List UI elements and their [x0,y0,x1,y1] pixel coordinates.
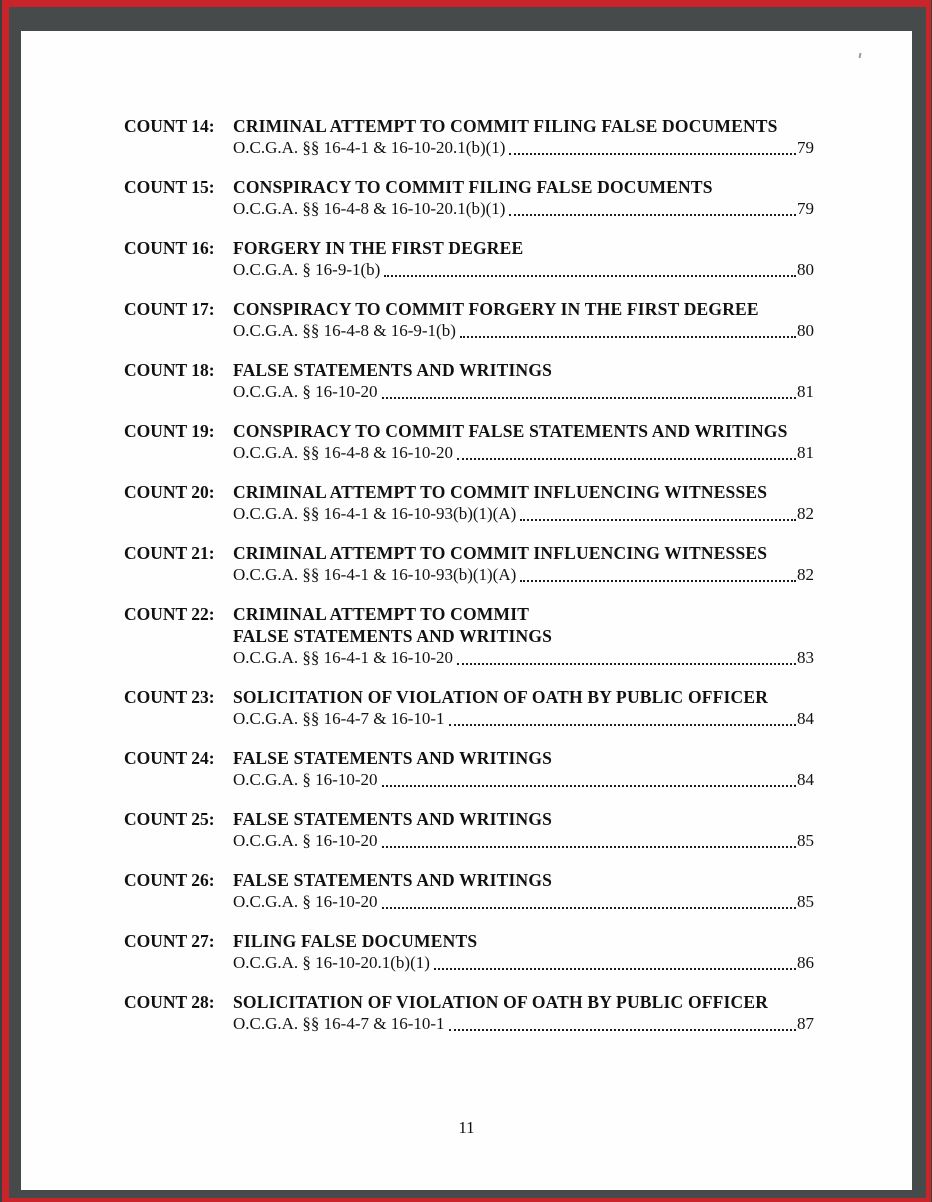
citation-row [233,503,814,525]
count-body [233,298,814,342]
count-title-line: CRIMINAL ATTEMPT TO COMMIT INFLUENCING WITNESSES [233,543,768,563]
page-ref: 81 [797,443,814,462]
count-title-line: CONSPIRACY TO COMMIT FILING FALSE DOCUMENTS [233,177,713,197]
dot-leader [520,519,796,521]
statute-citation: O.C.G.A. §§ 16-4-7 & 16-10-1 [233,1014,445,1033]
citation-row [233,647,814,669]
citation-row [233,442,814,464]
count-body [233,930,814,974]
document-page [21,31,912,1190]
page-ref: 82 [797,504,814,523]
toc-entry [124,542,814,586]
count-title-line: FALSE STATEMENTS AND WRITINGS [233,360,553,380]
toc-entry [124,176,814,220]
dot-leader [457,458,796,460]
toc-entry [124,991,814,1035]
statute-citation: O.C.G.A. § 16-10-20 [233,892,378,911]
count-label: COUNT 23: [124,687,215,707]
count-label: COUNT 19: [124,421,215,441]
count-title-line: CRIMINAL ATTEMPT TO COMMIT INFLUENCING WITNESSES [233,482,768,502]
page-ref: 80 [797,260,814,279]
count-body [233,603,814,669]
document-border-dark [9,7,926,1198]
count-body [233,176,814,220]
count-label: COUNT 26: [124,870,215,890]
count-label: COUNT 21: [124,543,215,563]
dot-leader [434,968,796,970]
citation-row [233,137,814,159]
statute-citation: O.C.G.A. §§ 16-4-1 & 16-10-20.1(b)(1) [233,138,506,157]
citation-row [233,708,814,730]
toc-entry [124,420,814,464]
statute-citation: O.C.G.A. § 16-10-20.1(b)(1) [233,953,430,972]
count-label: COUNT 17: [124,299,215,319]
count-body [233,115,814,159]
page-ref: 84 [797,770,814,789]
dot-leader [449,724,796,726]
statute-citation: O.C.G.A. §§ 16-4-7 & 16-10-1 [233,709,445,728]
dot-leader [520,580,796,582]
toc-entry [124,808,814,852]
citation-row [233,320,814,342]
toc-entry [124,115,814,159]
count-title-line: FALSE STATEMENTS AND WRITINGS [233,748,553,768]
dot-leader [449,1029,796,1031]
dot-leader [509,214,796,216]
count-body [233,686,814,730]
statute-citation: O.C.G.A. §§ 16-4-1 & 16-10-20 [233,648,454,667]
toc-entry [124,686,814,730]
count-title-line: CRIMINAL ATTEMPT TO COMMIT FILING FALSE DOCUMENTS [233,116,778,136]
count-body [233,420,814,464]
statute-citation: O.C.G.A. §§ 16-4-1 & 16-10-93(b)(1)(A) [233,504,517,523]
page-number: 11 [458,1118,475,1137]
statute-citation: O.C.G.A. §§ 16-4-1 & 16-10-93(b)(1)(A) [233,565,517,584]
count-label: COUNT 16: [124,238,215,258]
citation-row [233,198,814,220]
dot-leader [384,275,796,277]
citation-row [233,952,814,974]
scan-artifact [859,53,862,58]
count-body [233,359,814,403]
citation-row [233,830,814,852]
citation-row [233,381,814,403]
count-body [233,481,814,525]
table-of-contents [124,115,814,1035]
count-label: COUNT 15: [124,177,215,197]
page-ref: 85 [797,892,814,911]
count-label: COUNT 20: [124,482,215,502]
count-body [233,747,814,791]
count-title-line: FALSE STATEMENTS AND WRITINGS [233,809,553,829]
count-label: COUNT 27: [124,931,215,951]
count-label: COUNT 24: [124,748,215,768]
dot-leader [382,846,797,848]
citation-row [233,769,814,791]
toc-entry [124,481,814,525]
page-ref: 85 [797,831,814,850]
count-body [233,237,814,281]
count-title-line: FILING FALSE DOCUMENTS [233,931,478,951]
statute-citation: O.C.G.A. §§ 16-4-8 & 16-10-20.1(b)(1) [233,199,506,218]
dot-leader [457,663,796,665]
count-title-line: FALSE STATEMENTS AND WRITINGS [233,626,553,646]
toc-entry [124,237,814,281]
page-ref: 84 [797,709,814,728]
page-ref: 81 [797,382,814,401]
dot-leader [382,397,797,399]
count-label: COUNT 25: [124,809,215,829]
toc-entry [124,869,814,913]
dot-leader [509,153,796,155]
statute-citation: O.C.G.A. § 16-9-1(b) [233,260,381,279]
count-label: COUNT 28: [124,992,215,1012]
count-title-line: FALSE STATEMENTS AND WRITINGS [233,870,553,890]
count-body [233,991,814,1035]
count-title-line: FORGERY IN THE FIRST DEGREE [233,238,524,258]
statute-citation: O.C.G.A. § 16-10-20 [233,831,378,850]
page-ref: 80 [797,321,814,340]
citation-row [233,564,814,586]
citation-row [233,891,814,913]
page-ref: 79 [797,199,814,218]
page-ref: 83 [797,648,814,667]
count-body [233,869,814,913]
dot-leader [460,336,796,338]
dot-leader [382,785,797,787]
count-title-line: SOLICITATION OF VIOLATION OF OATH BY PUBLIC OFFICER [233,992,769,1012]
citation-row [233,1013,814,1035]
statute-citation: O.C.G.A. § 16-10-20 [233,770,378,789]
page-ref: 82 [797,565,814,584]
toc-entry [124,359,814,403]
count-label: COUNT 18: [124,360,215,380]
count-title-line: CONSPIRACY TO COMMIT FORGERY IN THE FIRST DEGREE [233,299,759,319]
page-ref: 79 [797,138,814,157]
dot-leader [382,907,797,909]
toc-entry [124,930,814,974]
count-body [233,808,814,852]
citation-row [233,259,814,281]
statute-citation: O.C.G.A. §§ 16-4-8 & 16-10-20 [233,443,454,462]
count-title-line: SOLICITATION OF VIOLATION OF OATH BY PUBLIC OFFICER [233,687,769,707]
count-body [233,542,814,586]
count-title-line: CRIMINAL ATTEMPT TO COMMIT [233,604,530,624]
count-title-line: CONSPIRACY TO COMMIT FALSE STATEMENTS AND WRITINGS [233,421,788,441]
toc-entry [124,747,814,791]
count-label: COUNT 14: [124,116,215,136]
statute-citation: O.C.G.A. §§ 16-4-8 & 16-9-1(b) [233,321,456,340]
count-label: COUNT 22: [124,604,215,624]
page-ref: 86 [797,953,814,972]
toc-entry [124,298,814,342]
page-ref: 87 [797,1014,814,1033]
toc-entry [124,603,814,669]
statute-citation: O.C.G.A. § 16-10-20 [233,382,378,401]
